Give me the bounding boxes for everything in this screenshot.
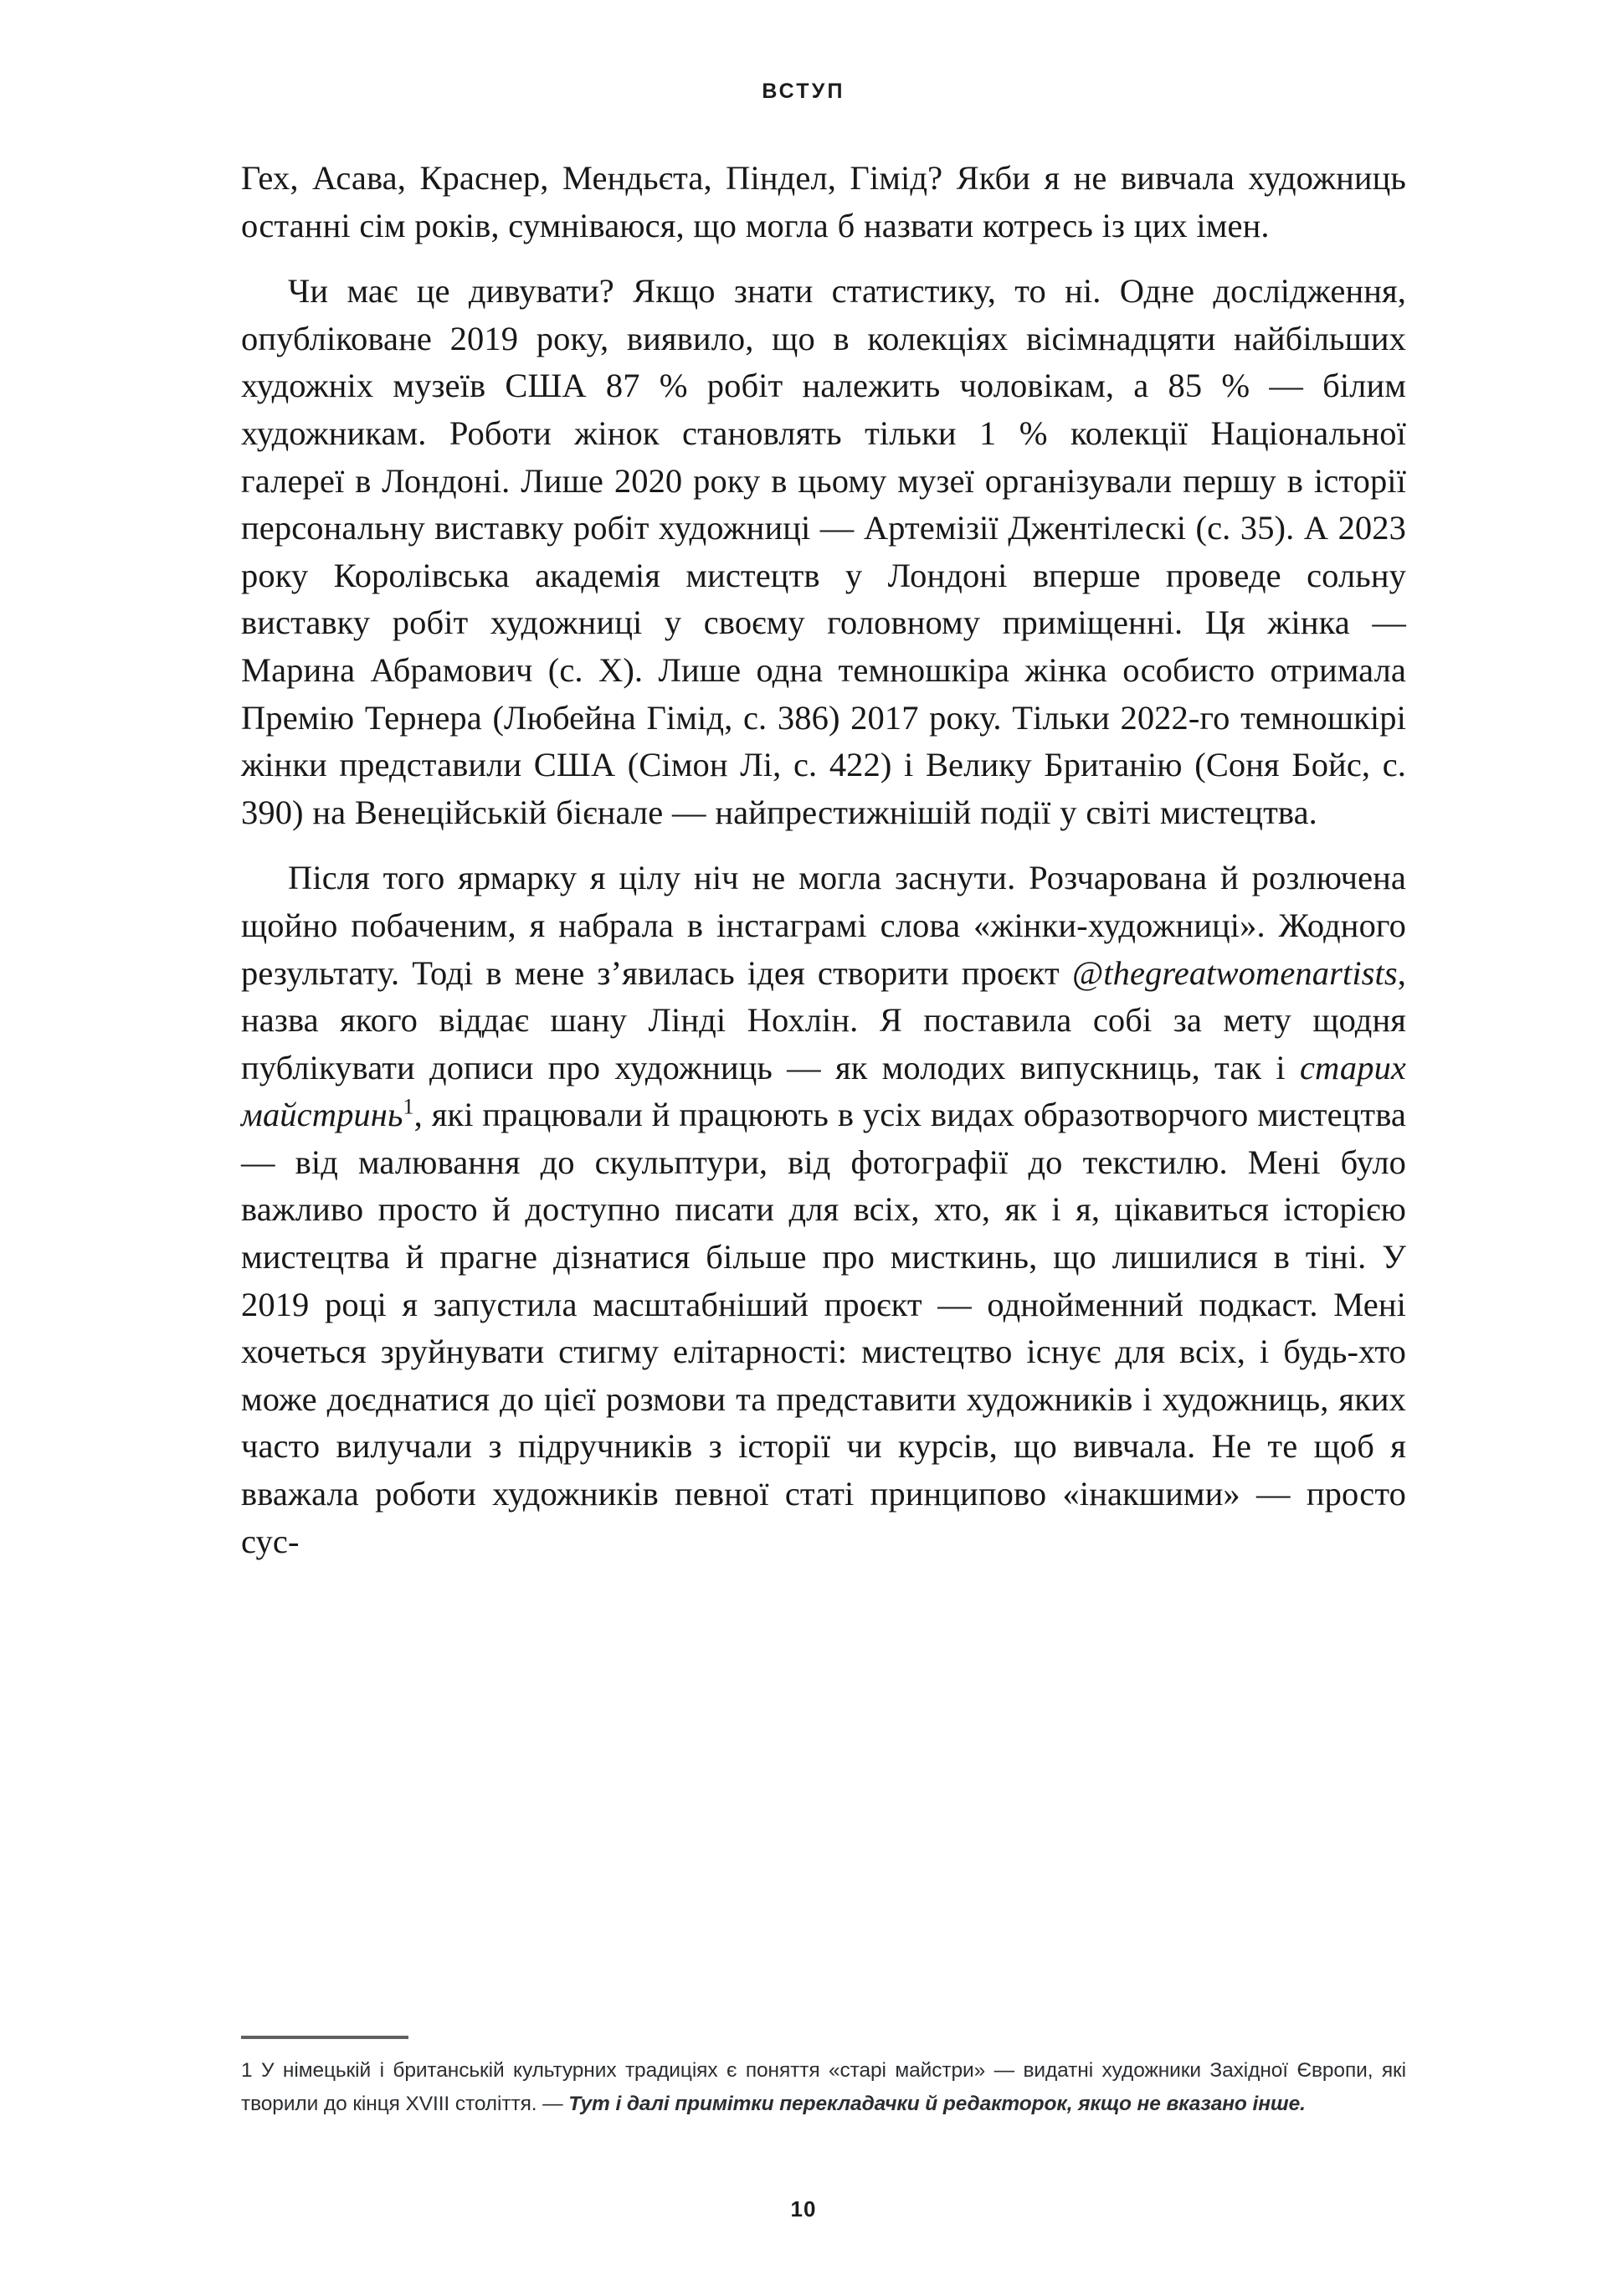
page-number: 10 (790, 2196, 817, 2222)
italic-run: старих майстринь (241, 1048, 1406, 1134)
footnote-separator-rule (241, 2036, 408, 2039)
footnote-block (241, 2036, 1406, 2121)
text-run: , назва якого віддає шану Лінді Нохлін. Я поставила собі за мету щодня публікувати дописи про художниць — як молодих випускниць, так і (241, 953, 1406, 1086)
paragraph-1 (241, 155, 1406, 249)
text-run: Чи має це дивувати? Якщо знати статистику, то ні. Одне дослідження, опубліковане 2019 року, виявило, що в колекціях вісімнадцяти найбільших художніх музеїв США 87 % робіт належить чоловікам, а 85 % — білим художникам. Роботи жінок становлять тільки 1 % колекції Національної галереї в Лондоні. Лише 2020 року в цьому музеї організували першу в історії персональну виставку робіт художниці — Артемізії Джентілескі (с. 35). А 2023 року Королівська академія мистецтв у Лондоні вперше проведе сольну виставку робіт художниці у своєму головному приміщенні. Ця жінка — Марина Абрамович (с. X). Лише одна темношкіра жінка особисто отримала Премію Тернера (Любейна Гімід, с. 386) 2017 року. Тільки 2022-го темношкірі жінки представили США (Сімон Лі, с. 422) і Велику Британію (Соня Бойс, с. 390) на Венеційській бієнале — найпрестижнішій події у світі мистецтва. (241, 272, 1406, 831)
text-run: 1 У німецькій і британській культурних традиціях є поняття «старі майстри» — видатні художники Західної Європи, які творили до кінця XVIII століття. — (241, 2059, 1406, 2115)
footnote-reference-marker[interactable]: 1 (403, 1094, 414, 1119)
paragraph-2 (241, 268, 1406, 836)
italic-run: Тут і далі примітки перекладачки й редакторок, якщо не вказано інше. (568, 2093, 1306, 2115)
text-run: Гех, Асава, Краснер, Мендьєта, Піндел, Гімід? Якби я не вивчала художниць останні сім років, сумніваюся, що могла б назвати котресь із цих імен. (241, 159, 1406, 244)
text-run: Після того ярмарку я цілу ніч не могла заснути. Розчарована й розлючена щойно побаченим, я набрала в інстаграмі слова «жінки-художниці». Жодного результату. Тоді в мене з’явилась ідея створити проєкт (241, 859, 1406, 992)
paragraph-3 (241, 855, 1406, 1565)
italic-run: @thegreatwomenartists (1071, 953, 1398, 992)
running-head: ВСТУП (762, 80, 845, 103)
footnote-text (241, 2054, 1406, 2121)
text-run: , які працювали й працюють в усіх видах образотворчого мистецтва — від малювання до скульптури, від фотографії до текстилю. Мені було важливо просто й доступно писати для всіх, хто, як і я, цікавиться історією мистецтва й прагне дізнатися більше про мисткинь, що лишилися в тіні. У 2019 році я запустила масштабніший проєкт — однойменний подкаст. Мені хочеться зруйнувати стигму елітарності: мистецтво існує для всіх, і будь-хто може доєднатися до цієї розмови та представити художників і художниць, яких часто вилучали з підручників з історії чи курсів, що вивчала. Не те щоб я вважала роботи художників певної статі принципово «інакшими» — просто сус- (241, 1096, 1406, 1560)
body-text-block (241, 155, 1406, 1565)
